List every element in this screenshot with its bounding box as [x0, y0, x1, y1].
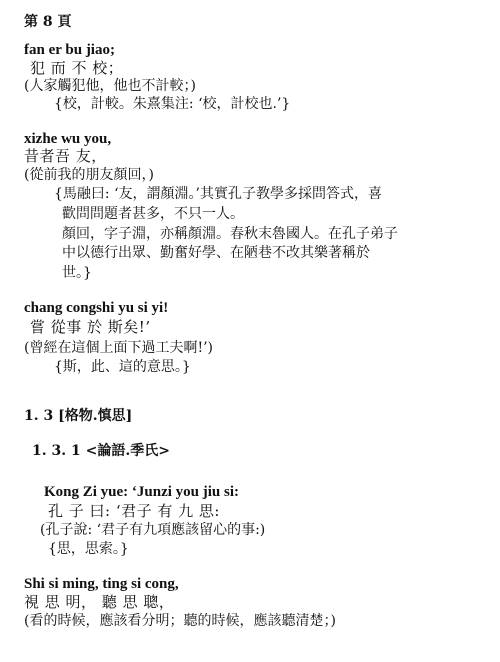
classical-text-line-1: 犯 而 不 校； [30, 59, 124, 77]
annotation-line-1: {校，計較。朱熹集注: ‘校，計校也.’} [54, 96, 291, 112]
annotation-line-2a: {馬融曰: ‘友，謂顏淵。’其實孔子教學多採問答式，喜 [54, 186, 382, 202]
translation-line-5: (看的時候，應該看分明；聽的時候，應該聽清楚；) [24, 613, 336, 629]
classical-text-line-3: 嘗 從事 於 斯矣!’ [30, 318, 151, 336]
translation-line-4: (孔子說: ‘君子有九項應該留心的事:) [40, 522, 266, 538]
pinyin-line-3: chang congshi yu si yi! [24, 300, 169, 316]
annotation-line-2b: 歡問問題者甚多，不只一人。 [62, 206, 244, 222]
classical-text-line-4: 孔 子 曰: ‘君子 有 九 思: [48, 502, 220, 520]
annotation-line-3: {斯，此、這的意思。} [54, 359, 191, 375]
subsection-heading: 1. 3. 1 <論語.季氏> [32, 443, 170, 459]
pinyin-line-5: Shi si ming, ting si cong, [24, 576, 179, 592]
annotation-line-4: {思，思索。} [48, 541, 129, 557]
translation-line-2: (從前我的朋友顏回，) [24, 167, 154, 183]
translation-line-1: (人家觸犯他，他也不計較；) [24, 78, 196, 94]
pinyin-line-2: xizhe wu you, [24, 131, 112, 147]
classical-text-line-5: 視 思 明， 聽 思 聰， [24, 593, 175, 611]
page-number: 第 8 頁 [24, 14, 72, 30]
section-heading: 1. 3 [格物.慎思] [24, 408, 133, 424]
annotation-line-2d: 中以德行出眾、勤奮好學、在陋巷不改其樂著稱於 [62, 245, 370, 261]
annotation-line-2e: 世。} [62, 265, 92, 281]
pinyin-line-1: fan er bu jiao; [24, 42, 115, 58]
translation-line-3: (曾經在這個上面下過工夫啊!’) [24, 340, 213, 356]
annotation-line-2c: 顏回，字子淵，亦稱顏淵。春秋末魯國人。在孔子弟子 [62, 226, 398, 242]
classical-text-line-2: 昔者吾 友， [24, 147, 107, 165]
pinyin-line-4: Kong Zi yue: ‘Junzi you jiu si: [44, 484, 240, 500]
